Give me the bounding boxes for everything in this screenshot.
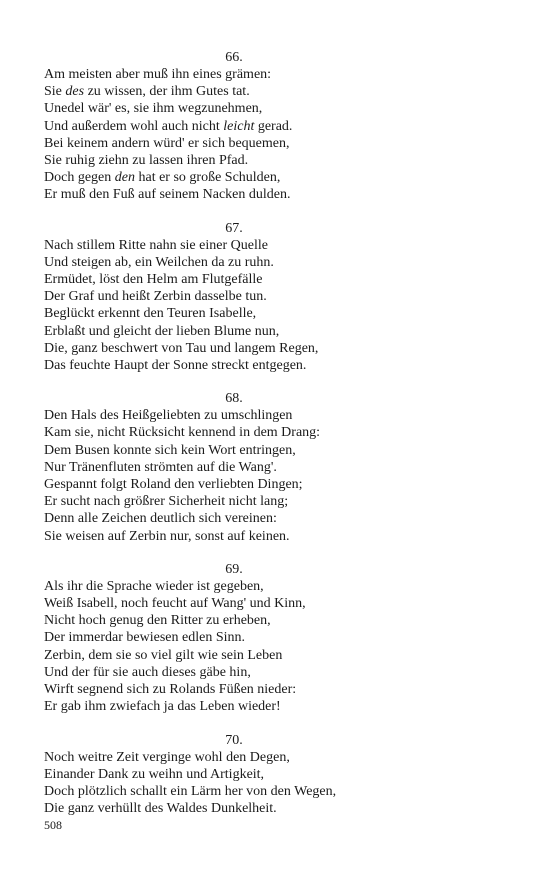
- stanza: [44, 220, 424, 375]
- verse-text: Unedel wär' es, sie ihm wegzunehmen,: [44, 101, 263, 117]
- emphasized-word: des: [65, 84, 85, 100]
- verse-text: Ermüdet, löst den Helm am Flutgefälle: [44, 272, 263, 288]
- verse-line: [44, 459, 424, 476]
- verse-text: Doch gegen: [44, 170, 115, 186]
- verse-text: Das feuchte Haupt der Sonne streckt entgegen.: [44, 358, 307, 374]
- verse-text: Der immerdar bewiesen edlen Sinn.: [44, 630, 245, 646]
- verse-line: [44, 766, 424, 783]
- verse-text: Er muß den Fuß auf seinem Nacken dulden.: [44, 187, 291, 203]
- verse-line: [44, 681, 424, 698]
- stanza: [44, 390, 424, 545]
- page-number: 508: [44, 818, 62, 832]
- verse-text: Erblaßt und gleicht der lieben Blume nun,: [44, 323, 280, 339]
- verse-line: [44, 357, 424, 374]
- verse-text: Nicht hoch genug den Ritter zu erheben,: [44, 613, 271, 629]
- verse-text: hat er so große Schulden,: [134, 170, 281, 186]
- verse-line: [44, 783, 424, 800]
- verse-line: [44, 407, 424, 424]
- stanza: [44, 561, 424, 716]
- verse-line: [44, 186, 424, 203]
- verse-text: Noch weitre Zeit verginge wohl den Degen,: [44, 749, 290, 765]
- verse-line: [44, 629, 424, 646]
- verse-line: [44, 254, 424, 271]
- verse-text: Gespannt folgt Roland den verliebten Dingen;: [44, 477, 303, 493]
- verse-line: [44, 698, 424, 715]
- verse-text: Als ihr die Sprache wieder ist gegeben,: [44, 578, 264, 594]
- verse-line: [44, 578, 424, 595]
- verse-text: Denn alle Zeichen deutlich sich vereinen:: [44, 511, 277, 527]
- verse-line: [44, 135, 424, 152]
- verse-text: Sie: [44, 84, 66, 100]
- verse-line: [44, 493, 424, 510]
- verse-line: [44, 664, 424, 681]
- verse-text: gerad.: [254, 118, 293, 134]
- verse-line: [44, 528, 424, 545]
- verse-line: [44, 800, 424, 817]
- verse-text: Dem Busen konnte sich kein Wort entringen,: [44, 442, 296, 458]
- verse-line: [44, 476, 424, 493]
- verse-text: Einander Dank zu weihn und Artigkeit,: [44, 766, 265, 782]
- verse-line: [44, 271, 424, 288]
- verse-text: Am meisten aber muß ihn eines grämen:: [44, 67, 272, 82]
- emphasized-word: leicht: [223, 118, 255, 134]
- verse-text: Der Graf und heißt Zerbin dasselbe tun.: [44, 289, 267, 305]
- stanza-number: 68.: [225, 391, 243, 407]
- verse-text: Die, ganz beschwert von Tau und langem Regen,: [44, 340, 319, 356]
- verse-line: [44, 169, 424, 186]
- verse-text: Er gab ihm zwiefach ja das Leben wieder!: [44, 699, 281, 715]
- verse-text: Die ganz verhüllt des Waldes Dunkelheit.: [44, 801, 277, 817]
- verse-text: Zerbin, dem sie so viel gilt wie sein Leben: [44, 647, 283, 663]
- stanza: [44, 49, 424, 204]
- verse-line: [44, 118, 424, 135]
- verse-line: [44, 510, 424, 527]
- poem-text: [44, 49, 424, 833]
- verse-text: Den Hals des Heißgeliebten zu umschlingen: [44, 408, 293, 424]
- verse-text: Weiß Isabell, noch feucht auf Wang' und Kinn,: [44, 596, 306, 612]
- verse-text: Nach stillem Ritte nahn sie einer Quelle: [44, 237, 268, 253]
- emphasized-word: den: [114, 170, 135, 186]
- verse-line: [44, 305, 424, 322]
- verse-text: Wirft segnend sich zu Rolands Füßen nieder:: [44, 682, 297, 698]
- verse-line: [44, 749, 424, 766]
- verse-line: [44, 100, 424, 117]
- verse-text: Nur Tränenfluten strömten auf die Wang'.: [44, 459, 277, 475]
- stanza-number: 66.: [225, 50, 243, 65]
- verse-line: [44, 442, 424, 459]
- verse-text: Und steigen ab, ein Weilchen da zu ruhn.: [44, 254, 274, 270]
- verse-line: [44, 647, 424, 664]
- stanza-number: 69.: [225, 561, 243, 577]
- verse-line: [44, 288, 424, 305]
- verse-line: [44, 612, 424, 629]
- verse-line: [44, 323, 424, 340]
- verse-text: Bei keinem andern würd' er sich bequemen,: [44, 135, 290, 151]
- stanza-number: 67.: [225, 220, 243, 236]
- verse-line: [44, 424, 424, 441]
- verse-text: Und der für sie auch dieses gäbe hin,: [44, 664, 251, 680]
- verse-text: zu wissen, der ihm Gutes tat.: [84, 84, 250, 100]
- stanza: [44, 732, 424, 818]
- stanza-number: 70.: [225, 732, 243, 748]
- verse-text: Beglückt erkennt den Teuren Isabelle,: [44, 306, 257, 322]
- verse-line: [44, 152, 424, 169]
- verse-text: Sie ruhig ziehn zu lassen ihren Pfad.: [44, 153, 249, 169]
- verse-text: Und außerdem wohl auch nicht: [44, 118, 224, 134]
- verse-line: [44, 237, 424, 254]
- verse-line: [44, 66, 424, 83]
- verse-text: Kam sie, nicht Rücksicht kennend in dem Drang:: [44, 425, 321, 441]
- verse-text: Doch plötzlich schallt ein Lärm her von den Wegen,: [44, 783, 337, 799]
- verse-line: [44, 595, 424, 612]
- verse-line: [44, 83, 424, 100]
- verse-text: Er sucht nach größrer Sicherheit nicht lang;: [44, 494, 289, 510]
- verse-text: Sie weisen auf Zerbin nur, sonst auf keinen.: [44, 528, 290, 544]
- verse-line: [44, 340, 424, 357]
